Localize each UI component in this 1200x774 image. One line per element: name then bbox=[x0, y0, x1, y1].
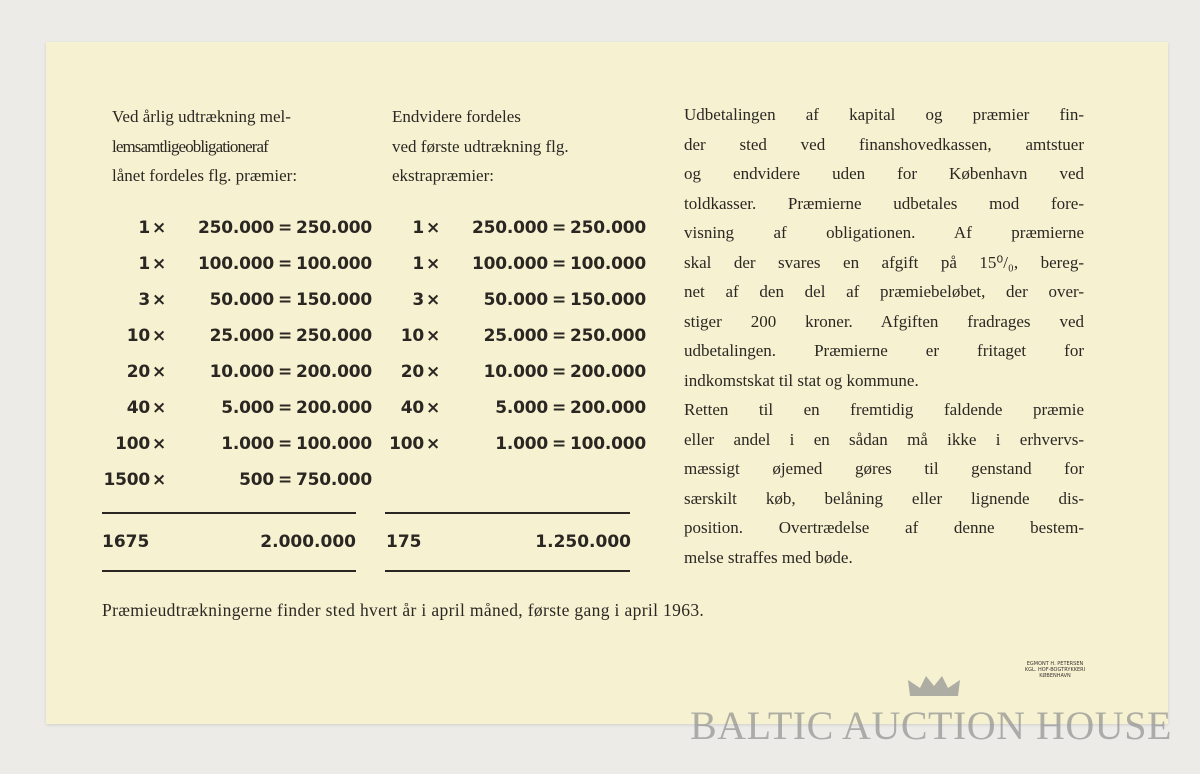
prize-row bbox=[386, 290, 647, 320]
equals-sign: = bbox=[551, 254, 567, 274]
prize-quantity: 1500 bbox=[103, 470, 150, 490]
prize-total: 200.000 bbox=[570, 362, 647, 382]
prize-value: 5.000 bbox=[495, 398, 548, 418]
prize-value: 250.000 bbox=[471, 218, 548, 238]
equals-sign: = bbox=[277, 218, 293, 238]
prize-value: 1.000 bbox=[221, 434, 274, 454]
prize-row bbox=[102, 434, 373, 464]
printer-line: KGL. HOF-BOGTRYKKERI bbox=[1024, 667, 1086, 673]
prize-row bbox=[102, 290, 373, 320]
prize-value: 100.000 bbox=[471, 254, 548, 274]
prize-value: 25.000 bbox=[483, 326, 548, 346]
prize-value: 50.000 bbox=[483, 290, 548, 310]
equals-sign: = bbox=[551, 290, 567, 310]
subtotal-rule-extra bbox=[385, 512, 630, 514]
equals-sign: = bbox=[277, 362, 293, 382]
prize-total: 100.000 bbox=[570, 434, 647, 454]
equals-sign: = bbox=[277, 254, 293, 274]
intro-line: ved første udtrækning flg. bbox=[392, 136, 569, 156]
multiply-sign: × bbox=[152, 362, 167, 382]
prize-row bbox=[386, 362, 647, 392]
multiply-sign: × bbox=[426, 326, 441, 346]
equals-sign: = bbox=[551, 326, 567, 346]
terms-line: Retten til en fremtidig faldende præmie bbox=[684, 400, 1084, 419]
prize-value: 250.000 bbox=[197, 218, 274, 238]
terms-line: udbetalingen. Præmierne er fritaget for bbox=[684, 341, 1084, 360]
prize-quantity: 10 bbox=[126, 326, 150, 346]
prize-row bbox=[386, 218, 647, 248]
prize-row bbox=[386, 434, 647, 464]
annual-prize-count: 1675 bbox=[102, 532, 150, 552]
intro-line: lemsamtligeobligationeraf bbox=[112, 136, 268, 156]
prize-total: 200.000 bbox=[296, 362, 373, 382]
multiply-sign: × bbox=[152, 398, 167, 418]
watermark-text: BALTIC AUCTION HOUSE bbox=[690, 703, 1172, 748]
prize-value: 10.000 bbox=[209, 362, 274, 382]
equals-sign: = bbox=[551, 434, 567, 454]
terms-line: stiger 200 kroner. Afgiften fradrages ved bbox=[684, 311, 1084, 331]
intro-line: Endvidere fordeles bbox=[392, 107, 521, 126]
terms-line: Udbetalingen af kapital og præmier fin- bbox=[684, 105, 1084, 124]
payment-terms-text bbox=[684, 100, 1084, 572]
prize-row bbox=[386, 398, 647, 428]
prize-value: 50.000 bbox=[209, 290, 274, 310]
equals-sign: = bbox=[551, 362, 567, 382]
prize-row bbox=[386, 326, 647, 356]
prize-value: 10.000 bbox=[483, 362, 548, 382]
multiply-sign: × bbox=[152, 470, 167, 490]
extra-prize-count: 175 bbox=[386, 532, 422, 552]
multiply-sign: × bbox=[152, 254, 167, 274]
prize-quantity: 1 bbox=[138, 218, 150, 238]
equals-sign: = bbox=[277, 326, 293, 346]
draw-schedule-note: Præmieudtrækningerne finder sted hvert år i april måned, første gang i april 1963. bbox=[102, 600, 705, 620]
equals-sign: = bbox=[277, 398, 293, 418]
prize-total: 250.000 bbox=[570, 218, 647, 238]
multiply-sign: × bbox=[152, 290, 167, 310]
terms-line: særskilt køb, belåning eller lignende dis- bbox=[684, 488, 1084, 508]
prize-row bbox=[102, 254, 373, 284]
intro-line: ekstrapræmier: bbox=[392, 166, 494, 185]
annual-prize-sum: 2.000.000 bbox=[260, 532, 356, 552]
prize-total: 250.000 bbox=[570, 326, 647, 346]
prize-row bbox=[102, 326, 373, 356]
equals-sign: = bbox=[277, 470, 293, 490]
total-rule-annual bbox=[102, 570, 356, 572]
printer-line: KØBENHAVN bbox=[1039, 673, 1071, 679]
terms-line: eller andel i en sådan må ikke i erhvervs- bbox=[684, 429, 1084, 449]
prize-row bbox=[102, 470, 373, 500]
prize-value: 25.000 bbox=[209, 326, 274, 346]
terms-line: indkomstskat til stat og kommune. bbox=[684, 370, 919, 390]
prize-quantity: 20 bbox=[126, 362, 150, 382]
equals-sign: = bbox=[277, 434, 293, 454]
terms-line: skal der svares en afgift på 15⁰/₀, bereg- bbox=[684, 252, 1084, 272]
extra-prizes-intro bbox=[392, 102, 569, 191]
subtotal-rule-annual bbox=[102, 512, 356, 514]
prize-quantity: 20 bbox=[400, 362, 424, 382]
prize-row bbox=[102, 218, 373, 248]
terms-line: mæssigt øjemed gøres til genstand for bbox=[684, 459, 1084, 478]
multiply-sign: × bbox=[426, 434, 441, 454]
printer-imprint bbox=[1016, 661, 1094, 679]
extra-prize-sum: 1.250.000 bbox=[535, 532, 631, 552]
prize-quantity: 1 bbox=[412, 254, 424, 274]
prize-quantity: 40 bbox=[400, 398, 424, 418]
prize-row bbox=[102, 398, 373, 428]
prize-quantity: 3 bbox=[138, 290, 150, 310]
prize-total: 250.000 bbox=[296, 218, 373, 238]
prize-total: 200.000 bbox=[296, 398, 373, 418]
crown-icon bbox=[906, 674, 962, 700]
multiply-sign: × bbox=[426, 398, 441, 418]
intro-line: Ved årlig udtrækning mel- bbox=[112, 107, 291, 126]
prize-total: 750.000 bbox=[296, 470, 373, 490]
prize-row bbox=[386, 254, 647, 284]
prize-total: 200.000 bbox=[570, 398, 647, 418]
intro-line: lånet fordeles flg. præmier: bbox=[112, 166, 298, 185]
multiply-sign: × bbox=[426, 254, 441, 274]
prize-quantity: 1 bbox=[412, 218, 424, 238]
prize-quantity: 40 bbox=[126, 398, 150, 418]
prize-total: 150.000 bbox=[570, 290, 647, 310]
terms-line: der sted ved finanshovedkassen, amtstuer bbox=[684, 134, 1084, 154]
prize-quantity: 3 bbox=[412, 290, 424, 310]
printer-line: EGMONT H. PETERSEN bbox=[1026, 661, 1084, 667]
total-rule-extra bbox=[385, 570, 630, 572]
prize-quantity: 100 bbox=[389, 434, 424, 454]
multiply-sign: × bbox=[426, 362, 441, 382]
multiply-sign: × bbox=[426, 218, 441, 238]
prize-total: 150.000 bbox=[296, 290, 373, 310]
prize-quantity: 1 bbox=[138, 254, 150, 274]
equals-sign: = bbox=[277, 290, 293, 310]
annual-draw-intro bbox=[112, 102, 297, 191]
prize-quantity: 10 bbox=[400, 326, 424, 346]
terms-line: toldkasser. Præmierne udbetales mod fore- bbox=[684, 193, 1084, 213]
prize-quantity: 100 bbox=[115, 434, 150, 454]
prize-row bbox=[102, 362, 373, 392]
multiply-sign: × bbox=[152, 326, 167, 346]
terms-line: visning af obligationen. Af præmierne bbox=[684, 223, 1084, 242]
terms-line: og endvidere uden for København ved bbox=[684, 164, 1084, 183]
prize-total: 250.000 bbox=[296, 326, 373, 346]
prize-value: 500 bbox=[239, 470, 274, 490]
terms-line: net af den del af præmiebeløbet, der over- bbox=[684, 282, 1084, 301]
equals-sign: = bbox=[551, 218, 567, 238]
multiply-sign: × bbox=[152, 218, 167, 238]
prize-total: 100.000 bbox=[570, 254, 647, 274]
multiply-sign: × bbox=[152, 434, 167, 454]
prize-total: 100.000 bbox=[296, 254, 373, 274]
terms-line: position. Overtrædelse af denne bestem- bbox=[684, 518, 1084, 537]
equals-sign: = bbox=[551, 398, 567, 418]
multiply-sign: × bbox=[426, 290, 441, 310]
terms-line: melse straffes med bøde. bbox=[684, 547, 853, 567]
prize-value: 5.000 bbox=[221, 398, 274, 418]
prize-value: 1.000 bbox=[495, 434, 548, 454]
prize-total: 100.000 bbox=[296, 434, 373, 454]
prize-value: 100.000 bbox=[197, 254, 274, 274]
